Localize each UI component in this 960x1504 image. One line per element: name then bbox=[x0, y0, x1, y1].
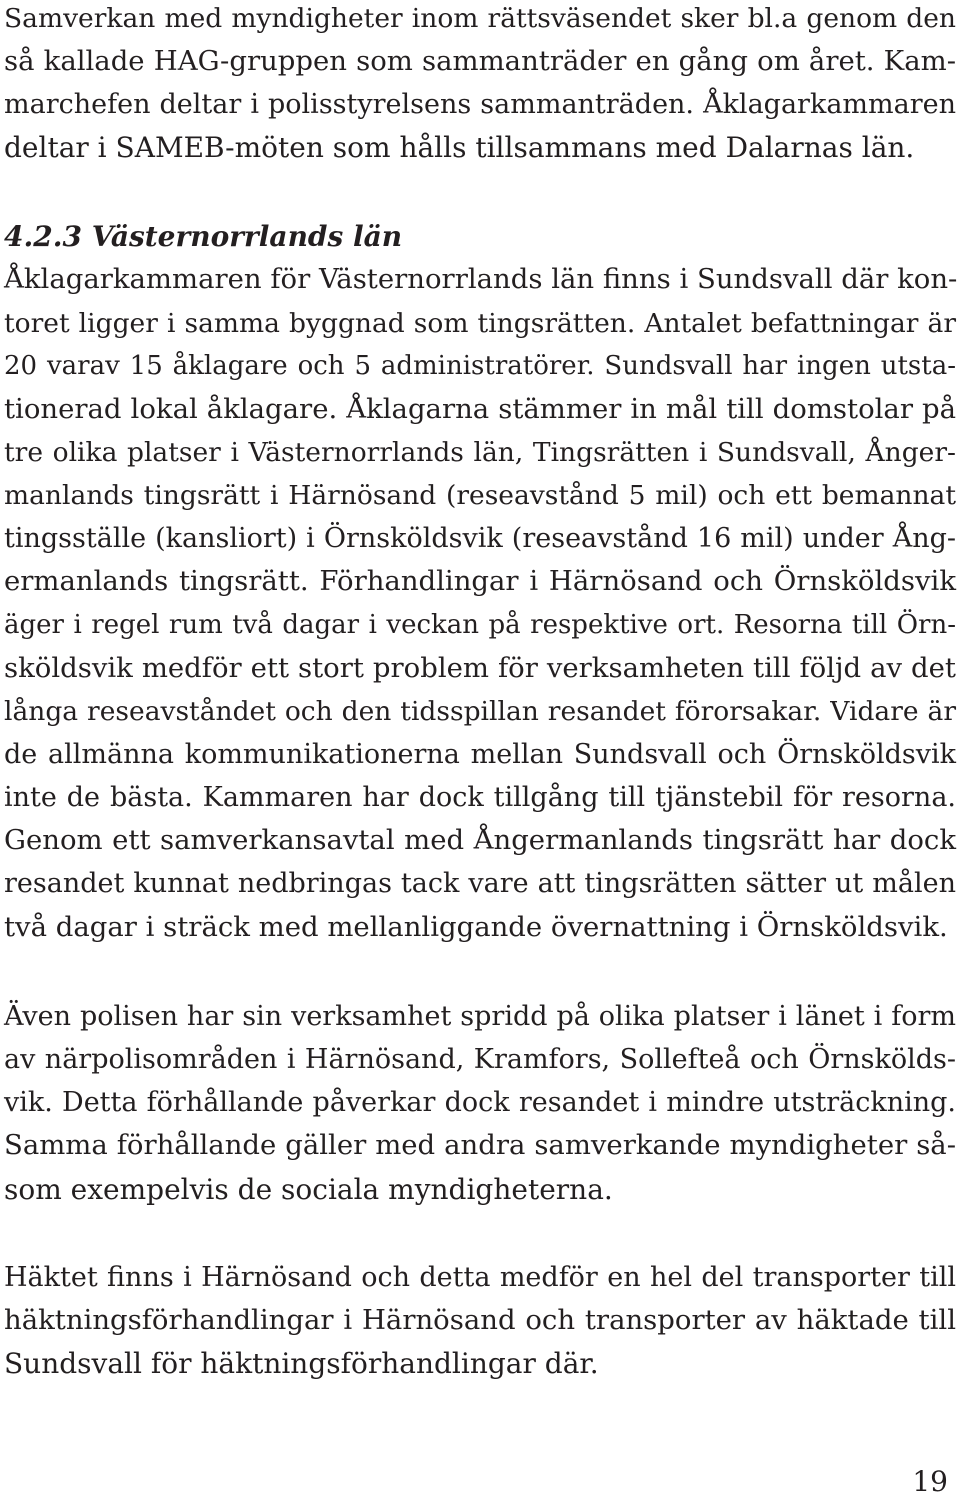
paragraph-line: Åklagarkammaren för Västernorrlands län finns i Sundsvall där kon- bbox=[4, 263, 958, 295]
paragraph-line: tingsställe (kansliort) i Örnsköldsvik (reseavstånd 16 mil) under Ång- bbox=[4, 523, 956, 554]
paragraph-line: tre olika platser i Västernorrlands län, Tingsrätten i Sundsvall, Ånger- bbox=[4, 437, 956, 468]
paragraph-line: Häktet finns i Härnösand och detta medför en hel del transporter till bbox=[4, 1262, 956, 1293]
intro-line: deltar i SAMEB-möten som hålls tillsammans med Dalarnas län. bbox=[4, 131, 915, 164]
paragraph-line: sköldsvik medför ett stort problem för verksamheten till följd av det bbox=[4, 652, 956, 684]
paragraph-line: resandet kunnat nedbringas tack vare att tingsrätten sätter ut målen bbox=[4, 868, 956, 899]
paragraph-line: Sundsvall för häktningsförhandlingar där. bbox=[4, 1347, 599, 1380]
paragraph-line: äger i regel rum två dagar i veckan på respektive ort. Resorna till Örn- bbox=[4, 610, 956, 640]
page-number: 19 bbox=[912, 1465, 948, 1498]
paragraph-line: häktningsförhandlingar i Härnösand och transporter av häktade till bbox=[4, 1304, 956, 1336]
paragraph-line: Samma förhållande gäller med andra samverkande myndigheter så- bbox=[4, 1129, 956, 1161]
paragraph-line: Även polisen har sin verksamhet spridd på olika platser i länet i form bbox=[4, 1001, 956, 1032]
paragraph-line: två dagar i sträck med mellanliggande övernattning i Örnsköldsvik. bbox=[4, 911, 948, 943]
paragraph-line: toret ligger i samma byggnad som tingsrätten. Antalet befattningar är bbox=[4, 308, 956, 339]
intro-line: så kallade HAG-gruppen som sammanträder en gång om året. Kam- bbox=[4, 45, 956, 77]
paragraph-line: de allmänna kommunikationerna mellan Sundsvall och Örnsköldsvik bbox=[4, 739, 956, 770]
paragraph-line: manlands tingsrätt i Härnösand (reseavstånd 5 mil) och ett bemannat bbox=[4, 480, 956, 511]
intro-line: Samverkan med myndigheter inom rättsväsendet sker bl.a genom den bbox=[4, 3, 956, 34]
paragraph-line: inte de bästa. Kammaren har dock tillgång till tjänstebil för resorna. bbox=[4, 782, 956, 813]
section-heading: 4.2.3 Västernorrlands län bbox=[4, 220, 403, 253]
paragraph-line: av närpolisområden i Härnösand, Kramfors, Sollefteå och Örnskölds- bbox=[4, 1044, 956, 1075]
intro-line: marchefen deltar i polisstyrelsens sammanträden. Åklagarkammaren bbox=[4, 89, 956, 120]
paragraph-line: 20 varav 15 åklagare och 5 administratörer. Sundsvall har ingen utsta- bbox=[4, 351, 956, 381]
paragraph-line: långa reseavståndet och den tidsspillan resandet förorsakar. Vidare är bbox=[4, 696, 956, 727]
paragraph-line: Genom ett samverkansavtal med Ångermanlands tingsrätt har dock bbox=[4, 824, 956, 856]
paragraph-line: tionerad lokal åklagare. Åklagarna stämmer in mål till domstolar på bbox=[4, 393, 956, 425]
paragraph-line: ermanlands tingsrätt. Förhandlingar i Härnösand och Örnsköldsvik bbox=[4, 565, 956, 597]
paragraph-line: som exempelvis de sociala myndigheterna. bbox=[4, 1173, 613, 1206]
paragraph-line: vik. Detta förhållande påverkar dock resandet i mindre utsträckning. bbox=[4, 1087, 956, 1118]
